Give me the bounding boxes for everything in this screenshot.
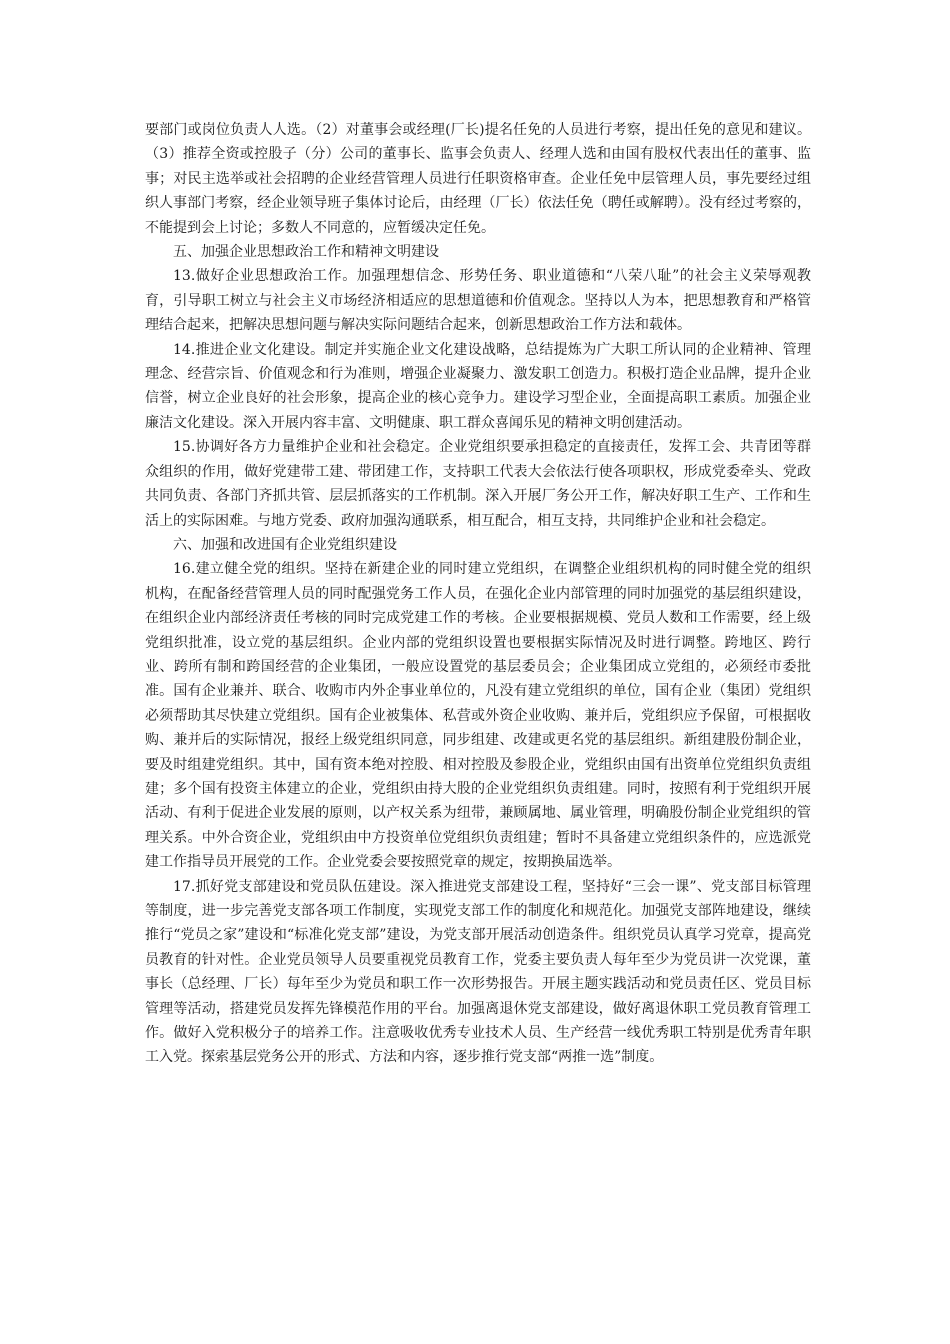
paragraph-item-14: 14.推进企业文化建设。制定并实施企业文化建设战略，总结提炼为广大职工所认同的企业精神、管理理念、经营宗旨、价值观念和行为准则，增强企业凝聚力、激发职工创造力。积极打造企业品牌，提升企业信誉，树立企业良好的社会形象，提高企业的核心竞争力。建设学习型企业，全面提高职工素质。加强企业廉洁文化建设。深入开展内容丰富、文明健康、职工群众喜闻乐见的精神文明创建活动。 [145,341,811,431]
paragraph-item-17: 17.抓好党支部建设和党员队伍建设。深入推进党支部建设工程，坚持好“三会一课”、党支部目标管理等制度，进一步完善党支部各项工作制度，实现党支部工作的制度化和规范化。加强党支部阵地建设，继续推行“党员之家”建设和“标准化党支部”建设，为党支部开展活动创造条件。组织党员认真学习党章，提高党员教育的针对性。企业党员领导人员要重视党员教育工作，党委主要负责人每年至少为党员讲一次党课，董事长（总经理、厂长）每年至少为党员和职工作一次形势报告。开展主题实践活动和党员责任区、党员目标管理等活动，搭建党员发挥先锋模范作用的平台。加强离退休党支部建设，做好离退休职工党员教育管理工作。做好入党积极分子的培养工作。注意吸收优秀专业技术人员、生产经营一线优秀职工特别是优秀青年职工入党。探索基层党务公开的形式、方法和内容，逐步推行党支部“两推一选”制度。 [145,878,811,1066]
paragraph-item-15: 15.协调好各方力量维护企业和社会稳定。企业党组织要承担稳定的直接责任，发挥工会、共青团等群众组织的作用，做好党建带工建、带团建工作，支持职工代表大会依法行使各项职权，形成党委牵头、党政共同负责、各部门齐抓共管、层层抓落实的工作机制。深入开展厂务公开工作，解决好职工生产、工作和生活上的实际困难。与地方党委、政府加强沟通联系，相互配合，相互支持，共同维护企业和社会稳定。 [145,439,811,529]
section-heading-five: 五、加强企业思想政治工作和精神文明建设 [173,244,439,261]
paragraph-item-16: 16.建立健全党的组织。坚持在新建企业的同时建立党组织，在调整企业组织机构的同时健全党的组织机构，在配备经营管理人员的同时配强党务工作人员，在强化企业内部管理的同时加强党的基层组织建设，在组织企业内部经济责任考核的同时完成党建工作的考核。企业要根据规模、党员人数和工作需要，经上级党组织批准，设立党的基层组织。企业内部的党组织设置也要根据实际情况及时进行调整。跨地区、跨行业、跨所有制和跨国经营的企业集团，一般应设置党的基层委员会；企业集团成立党组的，必须经市委批准。国有企业兼并、联合、收购市内外企事业单位的，凡没有建立党组织的单位，国有企业（集团）党组织必须帮助其尽快建立党组织。国有企业被集体、私营或外资企业收购、兼并后，党组织应予保留，可根据收购、兼并后的实际情况，报经上级党组织同意，同步组建、改建或更名党的基层组织。新组建股份制企业，要及时组建党组织。其中，国有资本绝对控股、相对控股及参股企业，党组织由国有出资单位党组织负责组建；多个国有投资主体建立的企业，党组织由持大股的企业党组织负责组建。同时，按照有利于党组织开展活动、有利于促进企业发展的原则，以产权关系为纽带，兼顾属地、属业管理，明确股份制企业党组织的管理关系。中外合资企业，党组织由中方投资单位党组织负责组建；暂时不具备建立党组织条件的，应选派党建工作指导员开展党的工作。企业党委会要按照党章的规定，按期换届选举。 [145,561,811,871]
section-heading-six: 六、加强和改进国有企业党组织建设 [173,536,397,553]
paragraph-continuation: 要部门或岗位负责人人选。（2）对董事会或经理(厂长)提名任免的人员进行考察，提出任免的意见和建议。（3）推荐全资或控股子（分）公司的董事长、监事会负责人、经理人选和由国有股权代表出任的董事、监事；对民主选举或社会招聘的企业经营管理人员进行任职资格审查。企业任免中层管理人员，事先要经过组织人事部门考察，经企业领导班子集体讨论后，由经理（厂长）依法任免（聘任或解聘）。没有经过考察的，不能提到会上讨论；多数人不同意的，应暂缓决定任免。 [145,122,811,236]
paragraph-item-13: 13.做好企业思想政治工作。加强理想信念、形势任务、职业道德和“八荣八耻”的社会主义荣辱观教育，引导职工树立与社会主义市场经济相适应的思想道德和价值观念。坚持以人为本，把思想教育和严格管理结合起来，把解决思想问题与解决实际问题结合起来，创新思想政治工作方法和载体。 [145,268,811,334]
document-page [145,118,811,1070]
